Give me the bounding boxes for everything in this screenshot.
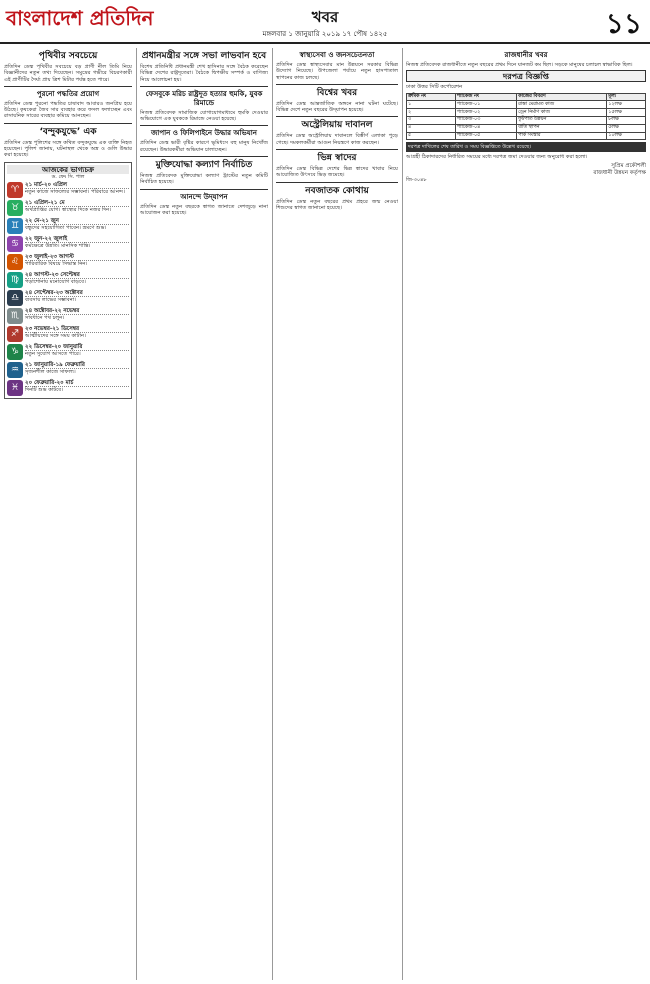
sign-body [25,308,129,322]
zodiac-icon: ♒ [7,362,23,378]
headline: পুরনো পদ্ধতির প্রয়োগ [36,89,100,98]
zodiac-icon: ♓ [7,380,23,396]
column-2 [140,48,268,980]
table-header-cell: ক্রমিক নং [407,93,456,101]
zodiac-icon: ♋ [7,236,23,252]
table-header-cell: মূল্য [607,93,646,101]
sign-date-range: ২৪ অক্টোবর-২২ নভেম্বর [25,308,129,315]
horoscope-sign [7,290,129,306]
article-body: প্রতিদিন ডেস্ক পুরনো পদ্ধতির চাষাবাদ আবারও জনপ্রিয় হয়ে উঠছে। কৃষকেরা জৈব সার ব্যবহার করে ফসল ফলাচ্ছেন এবং রাসায়নিক সারের ব্যবহার কমিয়ে আনছেন। [4,100,132,120]
divider [140,156,268,157]
notice-table [406,93,646,141]
table-cell: প্যাকেজ-০৫ [455,132,516,140]
table-cell: ৩ [407,116,456,124]
sign-body [25,362,129,376]
horoscope-sign [7,380,129,396]
table-cell: ১০লক্ষ [607,132,646,140]
table-cell: প্যাকেজ-০১ [455,101,516,109]
divider [276,116,398,117]
divider [140,86,268,87]
horoscope-sign [7,236,129,252]
sign-text: নতুন সুযোগ আসতে পারে। [25,351,81,358]
sign-text: নতুন কাজে সাফল্যের সম্ভাবনা। পরিবারে আনন্দ। [25,189,125,196]
sign-date-range: ২১ জানুয়ারি-১৯ ফেব্রুয়ারি [25,362,129,369]
sign-body [25,236,129,250]
table-cell: ১ [407,101,456,109]
sign-text: ব্যবসায় লাভের সম্ভাবনা। [25,297,77,304]
column-divider [402,48,403,980]
horoscope-sign [7,326,129,342]
table-cell: প্যাকেজ-০৪ [455,124,516,132]
article-body: প্রতিদিন ডেস্ক স্বাস্থ্যসেবার মান উন্নয়নে সরকার বিভিন্ন উদ্যোগ নিয়েছে। উপজেলা পর্যায়ে নতুন হাসপাতাল স্থাপনের কাজ চলছে। [276,62,398,81]
sign-body [25,290,129,304]
headline: প্রধানমন্ত্রীর সঙ্গে সভা লাভবান হবে [141,51,267,61]
dateline: মঙ্গলবার ১ জানুয়ারি ২০১৯ ১৭ পৌষ ১৪২৫ [262,30,388,38]
sign-date-range: ২০ ফেব্রুয়ারি-২০ মার্চ [25,380,129,387]
table-cell: ড্রেন নির্মাণ কাজ [517,109,607,117]
zodiac-icon: ♏ [7,308,23,324]
table-cell: ৫লক্ষ [607,124,646,132]
table-body [407,101,646,140]
article-body: প্রতিদিন ডেস্ক আন্তর্জাতিক অঙ্গনে নানা ঘটনা ঘটেছে। বিভিন্ন দেশে নতুন বছরের উদ্‌যাপন হয়েছে। [276,100,398,114]
table-cell: প্যাকেজ-০২ [455,109,516,117]
article-body: প্রতিদিন ডেস্ক পুলিশের সঙ্গে কথিত বন্দুকযুদ্ধে এক ব্যক্তি নিহত হয়েছেন। পুলিশ জানায়, ঘটনাস্থল থেকে অস্ত্র ও গুলি উদ্ধার করা হয়েছে। [4,139,132,159]
sign-body [25,218,129,232]
headline: বিশ্বের খবর [316,87,358,98]
article-body: প্রতিদিন ডেস্ক বিভিন্ন দেশের ভিন্ন স্বাদের খাবার নিয়ে আয়োজিত উৎসবে ভিড় জমেছে। [276,166,398,179]
headline: ‘বন্দুকযুদ্ধে’ এক [39,126,97,137]
zodiac-icon: ♑ [7,344,23,360]
article-body: প্রতিদিন ডেস্ক অস্ট্রেলিয়ায় দাবানলে বিস্তীর্ণ এলাকা পুড়ে গেছে। দমকলকর্মীরা আগুন নিয়ন্ত্রণে কাজ করছেন। [276,133,398,146]
sign-text: কর্মক্ষেত্রে উন্নতি। মানসিক শান্তি। [25,243,91,250]
article-body: নিজস্ব প্রতিবেদক সামাজিক যোগাযোগমাধ্যমে হুমকি দেওয়ার অভিযোগে এক যুবককে রিমান্ডে নেওয়া হয়েছে। [140,109,268,123]
notice-body: আগ্রহী ঠিকাদারদের নির্ধারিত সময়ের মধ্যে দরপত্র জমা দেওয়ার জন্য অনুরোধ করা হলো। [406,154,588,161]
table-cell: ৫ [407,132,456,140]
headline: নবজাতক কোথায় [305,185,369,196]
horoscope-sign [7,344,129,360]
signoff-role: রাজধানী উন্নয়ন কর্তৃপক্ষ [593,169,646,176]
table-header-cell: কাজের বিবরণ [517,93,607,101]
table-cell: বাতি স্থাপন [517,124,607,132]
zodiac-icon: ♈ [7,182,23,198]
article-body: নিজস্ব প্রতিবেদক রাজধানীতে নতুন বছরের প্রথম দিনে যানজট কম ছিল। সড়কে মানুষের চলাচল স্বাভাবিক ছিল। [406,62,633,68]
horoscope-sign [7,362,129,378]
table-cell: ১২লক্ষ [607,101,646,109]
masthead [0,0,650,44]
notice-code: জি-৩০৪৮ [406,176,427,183]
table-row [407,101,646,109]
article-body: প্রতিদিন ডেস্ক ভারী বৃষ্টির কারণে ভূমিধসে বহু মানুষ নিখোঁজ রয়েছেন। উদ্ধারকর্মীরা অভিযান চালাচ্ছেন। [140,140,268,153]
notice-signoff [406,163,646,177]
horoscope-list [7,182,129,396]
table-cell: ফুটপাত উন্নয়ন [517,116,607,124]
horoscope-sign [7,218,129,234]
table-cell: রাস্তা মেরামত কাজ [517,101,607,109]
zodiac-icon: ♐ [7,326,23,342]
table-cell: প্যাকেজ-০৩ [455,116,516,124]
sign-date-range: ২২ জুন-২২ জুলাই [25,236,129,243]
page-number: ১১ [605,7,642,40]
table-row [407,116,646,124]
zodiac-icon: ♎ [7,290,23,306]
headline: স্বাস্থ্যসেবা ও জনসচেতনতা [299,51,375,59]
column-1 [4,48,132,980]
table-row [407,124,646,132]
table-header-cell: প্যাকেজ নং [455,93,516,101]
divider [276,149,398,150]
table-header-row [407,93,646,101]
zodiac-icon: ♉ [7,200,23,216]
headline: জাপান ও ফিলিপাইনে উদ্ধার অভিযান [151,129,257,138]
sign-text: অর্থপ্রাপ্তির যোগ। স্বাস্থ্যের দিকে নজর দিন। [25,207,112,214]
table-row [407,132,646,140]
sign-date-range: ২৪ সেপ্টেম্বর-২৩ অক্টোবর [25,290,129,297]
sign-body [25,200,129,214]
column-4 [406,48,646,980]
sign-date-range: ২১ এপ্রিল-২১ মে [25,200,129,207]
article-body: প্রতিদিন ডেস্ক নতুন বছরের প্রথম প্রহরে জন্ম নেওয়া শিশুদের স্বাগত জানানো হয়েছে। [276,198,398,211]
sign-body [25,182,129,196]
headline: ফেসবুকে মরিচ রাষ্ট্রদূত হত্যার হুমকি, যুবক রিমান্ডে [145,89,263,107]
headline: অস্ট্রেলিয়ায় দাবানল [301,120,373,131]
horoscope-box [4,162,132,399]
table-cell: ৮লক্ষ [607,116,646,124]
sign-body [25,272,129,286]
divider [276,182,398,183]
divider [4,123,132,124]
newspaper-logo: বাংলাদেশ প্রতিদিন [6,6,154,30]
sign-body [25,344,129,358]
horoscope-sign [7,272,129,288]
table-cell: পার্ক সংস্কার [517,132,607,140]
sign-text: সৃজনশীল কাজে সাফল্য। [25,369,76,376]
sign-text: পারিবারিক বিষয়ে সিদ্ধান্ত নিন। [25,261,88,268]
sign-date-range: ২২ ডিসেম্বর-২০ জানুয়ারি [25,344,129,351]
horoscope-sign [7,308,129,324]
zodiac-icon: ♊ [7,218,23,234]
headline: রাজধানীর খবর [504,51,548,59]
article-body: প্রতিদিন ডেস্ক নতুন বছরকে স্বাগত জানাতে দেশজুড়ে নানা আয়োজন করা হয়েছে। [140,203,268,216]
sign-date-range: ২২ মে-২১ জুন [25,218,129,225]
sign-text: দিনটি শুভ কাটবে। [25,387,64,394]
sign-body [25,380,129,394]
sign-text: বন্ধুদের সহযোগিতা পাবেন। ভ্রমণে শুভ। [25,225,107,232]
column-divider [136,48,137,980]
sign-date-range: ২৩ জুলাই-২৩ আগস্ট [25,254,129,261]
notice-intro: ঢাকা উত্তর সিটি কর্পোরেশন [406,84,463,91]
notice-title: দরপত্র বিজ্ঞপ্তি [406,70,646,82]
headline: মুক্তিযোদ্ধা কল্যাণ নির্বাচিত [155,160,253,171]
article-body: প্রতিদিন ডেস্ক পৃথিবীর সবচেয়ে বড় প্রাণী নীল তিমি নিয়ে বিজ্ঞানীদের নতুন তথ্য দিয়েছেন। সমুদ্রের গভীরে বিচরণকারী এই প্রাণীটির দৈর্ঘ্য প্রায় ত্রিশ মিটার পর্যন্ত হতে পারে। [4,64,132,83]
headline: আনন্দে উদ্‌যাপন [180,192,228,201]
headline: পৃথিবীর সবচেয়ে [38,51,98,61]
sign-text: আত্মীয়দের সঙ্গে সময় কাটান। [25,333,86,340]
article-body: নিজস্ব প্রতিবেদক মুক্তিযোদ্ধা কল্যাণ ট্রাস্টের নতুন কমিটি নির্বাচিত হয়েছে। [140,173,268,186]
column-3 [276,48,398,980]
column-divider [272,48,273,980]
horoscope-sign [7,182,129,198]
signoff-name: সুপ্রিম প্রকৌশলী [611,162,646,169]
table-cell: ৪ [407,124,456,132]
divider [140,189,268,190]
zodiac-icon: ♌ [7,254,23,270]
zodiac-icon: ♍ [7,272,23,288]
article-body: বিশেষ প্রতিনিধি প্রধানমন্ত্রী শেখ হাসিনার সঙ্গে বৈঠক করেছেন বিভিন্ন দেশের রাষ্ট্রদূতেরা। বৈঠকে দ্বিপক্ষীয় সম্পর্ক ও বাণিজ্য নিয়ে আলোচনা হয়। [140,64,268,83]
notice-band: দরপত্র দাখিলের শেষ তারিখ ও সময় বিজ্ঞপ্তিতে উল্লেখ রয়েছে। [406,142,646,152]
sign-body [25,326,129,340]
table-cell: ১৫লক্ষ [607,109,646,117]
table-row [407,109,646,117]
sign-date-range: ২১ মার্চ-২০ এপ্রিল [25,182,129,189]
sign-text: সাবধানে পথ চলুন। [25,315,65,322]
sign-text: পড়াশোনায় মনোযোগ বাড়বে। [25,279,86,286]
table-cell: ২ [407,109,456,117]
horoscope-sign [7,254,129,270]
sign-body [25,254,129,268]
divider [140,125,268,126]
sign-date-range: ২৪ আগস্ট-২৩ সেপ্টেম্বর [25,272,129,279]
sign-date-range: ২৩ নভেম্বর-২১ ডিসেম্বর [25,326,129,333]
divider [4,86,132,87]
horoscope-byline: ড. ফেং সি. পাল [51,173,85,180]
horoscope-sign [7,200,129,216]
divider [276,84,398,85]
horoscope-title: আজকের ভাগ্যচক্র [7,165,129,174]
headline: ভিন্ন স্বাদের [317,153,357,164]
section-title: খবর [311,8,339,26]
